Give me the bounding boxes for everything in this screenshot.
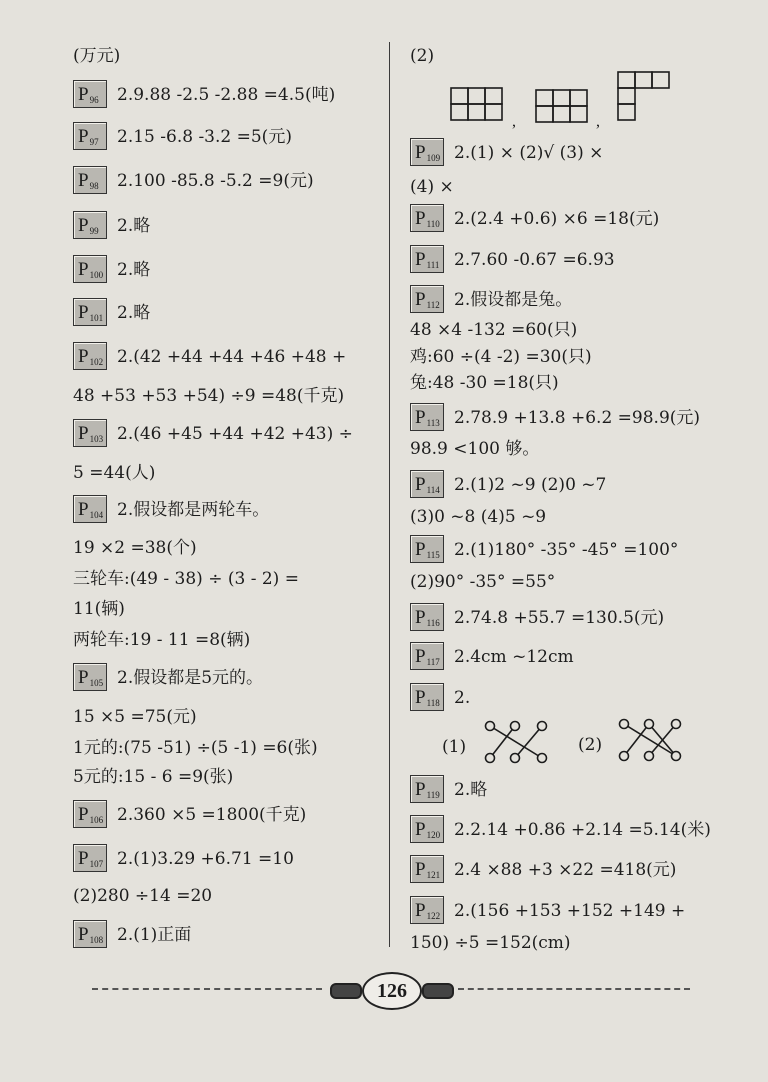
text-line: 5元的:15 - 6 =9(张) <box>73 767 234 787</box>
figure-label: (1) <box>442 737 467 757</box>
text-line: 两轮车:19 - 11 =8(辆) <box>73 630 251 650</box>
answer-text: 2.(2.4 +0.6) ×6 =18(元) <box>454 209 660 229</box>
page-tag: $P_{104}$ <box>73 495 107 523</box>
page-tag: $P_{109}$ <box>410 138 444 166</box>
text-line: (万元) <box>73 46 121 66</box>
text-line: 98.9 <100 够。 <box>410 439 540 459</box>
answer-text: 2.假设都是5元的。 <box>117 668 264 688</box>
answer-text: 2.(1)3.29 +6.71 =10 <box>117 849 294 869</box>
page-tag: $P_{106}$ <box>73 800 107 828</box>
text-line: (2)90° -35° =55° <box>410 572 556 592</box>
cube-views-figure <box>450 70 680 130</box>
figure-separator: , <box>512 113 516 130</box>
text-line: 19 ×2 =38(个) <box>73 538 197 558</box>
answer-text: 2.4cm ~12cm <box>454 647 574 667</box>
text-line: 5 =44(人) <box>73 463 156 483</box>
answer-text: 2.100 -85.8 -5.2 =9(元) <box>117 171 314 191</box>
page-tag: $P_{110}$ <box>410 204 444 232</box>
answer-text: 2.(1)180° -35° -45° =100° <box>454 540 679 560</box>
page-tag: $P_{102}$ <box>73 342 107 370</box>
text-line: (2) <box>410 46 435 66</box>
answer-text: 2.(156 +153 +152 +149 + <box>454 901 686 921</box>
page-tag: $P_{118}$ <box>410 683 444 711</box>
text-line: 11(辆) <box>73 599 125 619</box>
page-tag: $P_{116}$ <box>410 603 444 631</box>
answer-text: 2.9.88 -2.5 -2.88 =4.5(吨) <box>117 85 336 105</box>
column-divider <box>389 42 390 947</box>
answer-text: 2.78.9 +13.8 +6.2 =98.9(元) <box>454 408 701 428</box>
text-line: 兔:48 -30 =18(只) <box>410 373 559 393</box>
text-line: 1元的:(75 -51) ÷(5 -1) =6(张) <box>73 738 318 758</box>
answer-text: 2.(1)正面 <box>117 925 192 945</box>
page-tag: $P_{96}$ <box>73 80 107 108</box>
page-tag: $P_{114}$ <box>410 470 444 498</box>
page-tag: $P_{105}$ <box>73 663 107 691</box>
page-tag: $P_{121}$ <box>410 855 444 883</box>
page-tag: $P_{98}$ <box>73 166 107 194</box>
answer-text: 2.360 ×5 =1800(千克) <box>117 805 307 825</box>
answer-text: 2.略 <box>117 260 151 280</box>
page-tag: $P_{117}$ <box>410 642 444 670</box>
page-tag: $P_{107}$ <box>73 844 107 872</box>
text-line: (2)280 ÷14 =20 <box>73 886 213 906</box>
text-line: 鸡:60 ÷(4 -2) =30(只) <box>410 347 592 367</box>
footer-dashed-line-right <box>458 988 690 990</box>
answer-text: 2.4 ×88 +3 ×22 =418(元) <box>454 860 677 880</box>
figure-separator: , <box>596 113 600 130</box>
answer-text: 2.74.8 +55.7 =130.5(元) <box>454 608 665 628</box>
page-tag: $P_{120}$ <box>410 815 444 843</box>
text-line: (3)0 ~8 (4)5 ~9 <box>410 507 547 527</box>
answer-text: 2.2.14 +0.86 +2.14 =5.14(米) <box>454 820 711 840</box>
footer-ornament-right <box>422 983 454 999</box>
text-line: 48 +53 +53 +54) ÷9 =48(千克) <box>73 386 345 406</box>
text-line: 三轮车:(49 - 38) ÷ (3 - 2) = <box>73 569 299 589</box>
answer-text: 2.(1)2 ~9 (2)0 ~7 <box>454 475 607 495</box>
answer-text: 2.略 <box>117 303 151 323</box>
answer-text: 2.(1) × (2)√ (3) × <box>454 143 604 163</box>
page-tag: $P_{99}$ <box>73 211 107 239</box>
crossing-lines-figure-1 <box>480 718 560 768</box>
page-tag: $P_{103}$ <box>73 419 107 447</box>
page-tag: $P_{111}$ <box>410 245 444 273</box>
answer-text: 2.(42 +44 +44 +46 +48 + <box>117 347 347 367</box>
page-tag: $P_{100}$ <box>73 255 107 283</box>
answer-text: 2.略 <box>117 216 151 236</box>
page-tag: $P_{119}$ <box>410 775 444 803</box>
page-tag: $P_{113}$ <box>410 403 444 431</box>
text-line: 48 ×4 -132 =60(只) <box>410 320 578 340</box>
page-number: 126 <box>362 972 422 1010</box>
answer-text: 2.假设都是两轮车。 <box>117 500 270 520</box>
figure-label: (2) <box>578 735 603 755</box>
text-line: 150) ÷5 =152(cm) <box>410 933 571 953</box>
page-tag: $P_{122}$ <box>410 896 444 924</box>
footer-ornament-left <box>330 983 362 999</box>
footer-dashed-line-left <box>92 988 322 990</box>
crossing-lines-figure-2 <box>614 716 694 766</box>
page-tag: $P_{101}$ <box>73 298 107 326</box>
answer-text: 2.7.60 -0.67 =6.93 <box>454 250 615 270</box>
text-line: (4) × <box>410 177 454 197</box>
answer-text: 2.15 -6.8 -3.2 =5(元) <box>117 127 292 147</box>
answer-text: 2.假设都是兔。 <box>454 290 573 310</box>
answer-text: 2.(46 +45 +44 +42 +43) ÷ <box>117 424 353 444</box>
page-tag: $P_{108}$ <box>73 920 107 948</box>
answer-text: 2. <box>454 688 471 708</box>
text-line: 15 ×5 =75(元) <box>73 707 197 727</box>
answer-text: 2.略 <box>454 780 488 800</box>
page-tag: $P_{112}$ <box>410 285 444 313</box>
page-tag: $P_{115}$ <box>410 535 444 563</box>
page-tag: $P_{97}$ <box>73 122 107 150</box>
